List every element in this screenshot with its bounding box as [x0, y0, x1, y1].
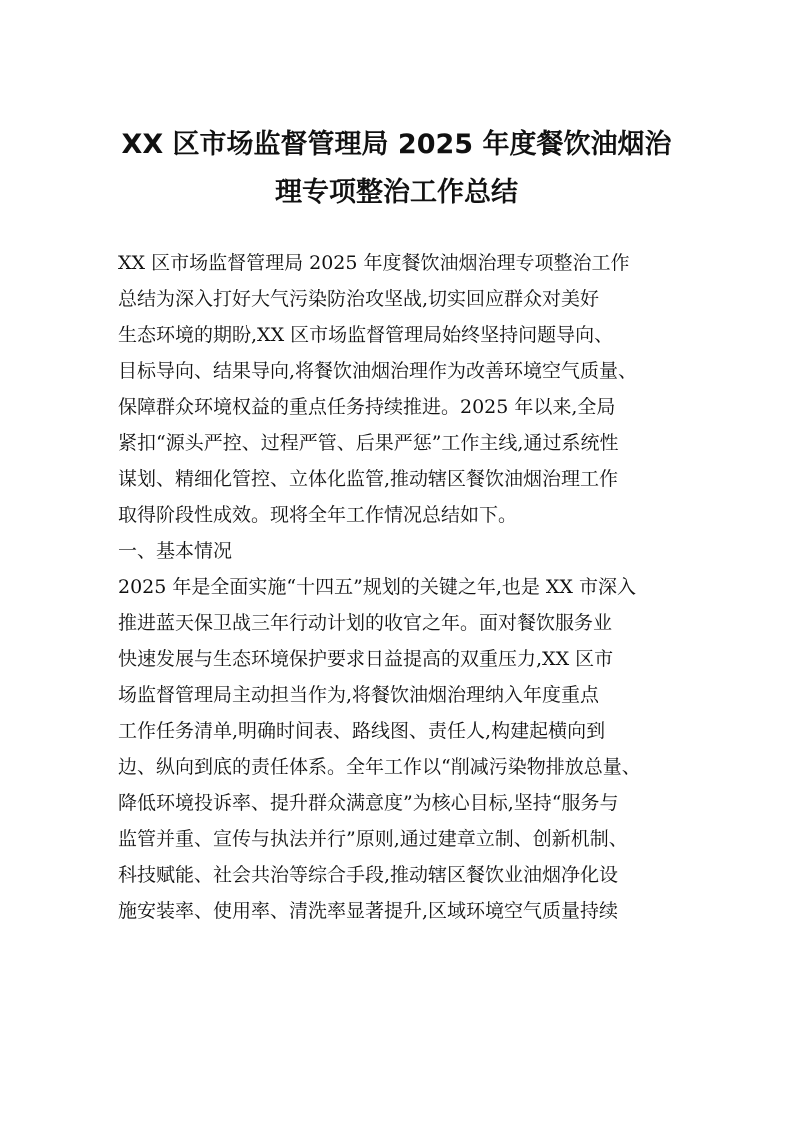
intro-line: 生态环境的期盼,XX 区市场监督管理局始终坚持问题导向、	[118, 324, 614, 346]
intro-line: 总结为深入打好大气污染防治攻坚战,切实回应群众对美好	[118, 288, 600, 310]
section1-line: 降低环境投诉率、提升群众满意度”为核心目标,坚持“服务与	[118, 792, 619, 814]
intro-line: XX 区市场监督管理局 2025 年度餐饮油烟治理专项整治工作	[118, 252, 630, 274]
section1-line: 场监督管理局主动担当作为,将餐饮油烟治理纳入年度重点	[118, 684, 600, 706]
section1-line: 科技赋能、社会共治等综合手段,推动辖区餐饮业油烟净化设	[118, 864, 619, 886]
section1-line: 监管并重、宣传与执法并行”原则,通过建章立制、创新机制、	[118, 828, 628, 850]
intro-line: 取得阶段性成效。现将全年工作情况总结如下。	[118, 504, 518, 526]
section1-line: 施安装率、使用率、清洗率显著提升,区域环境空气质量持续	[118, 900, 619, 922]
section-heading-basic-situation: 一、基本情况	[118, 540, 233, 562]
section1-line: 2025 年是全面实施“十四五”规划的关键之年,也是 XX 市深入	[118, 576, 636, 598]
intro-line: 紧扣“源头严控、过程严管、后果严惩”工作主线,通过系统性	[118, 432, 619, 454]
document-title-line-2: 理专项整治工作总结	[275, 177, 518, 208]
section1-line: 快速发展与生态环境保护要求日益提高的双重压力,XX 区市	[118, 648, 614, 670]
section1-line: 推进蓝天保卫战三年行动计划的收官之年。面对餐饮服务业	[118, 612, 613, 634]
section1-line: 工作任务清单,明确时间表、路线图、责任人,构建起横向到	[118, 720, 606, 742]
intro-line: 保障群众环境权益的重点任务持续推进。2025 年以来,全局	[118, 396, 616, 418]
intro-line: 谋划、精细化管控、立体化监管,推动辖区餐饮油烟治理工作	[118, 468, 619, 490]
section1-line: 边、纵向到底的责任体系。全年工作以“削减污染物排放总量、	[118, 756, 641, 778]
document-title-line-1: XX 区市场监督管理局 2025 年度餐饮油烟治	[121, 129, 672, 160]
intro-line: 目标导向、结果导向,将餐饮油烟治理作为改善环境空气质量、	[118, 360, 638, 382]
